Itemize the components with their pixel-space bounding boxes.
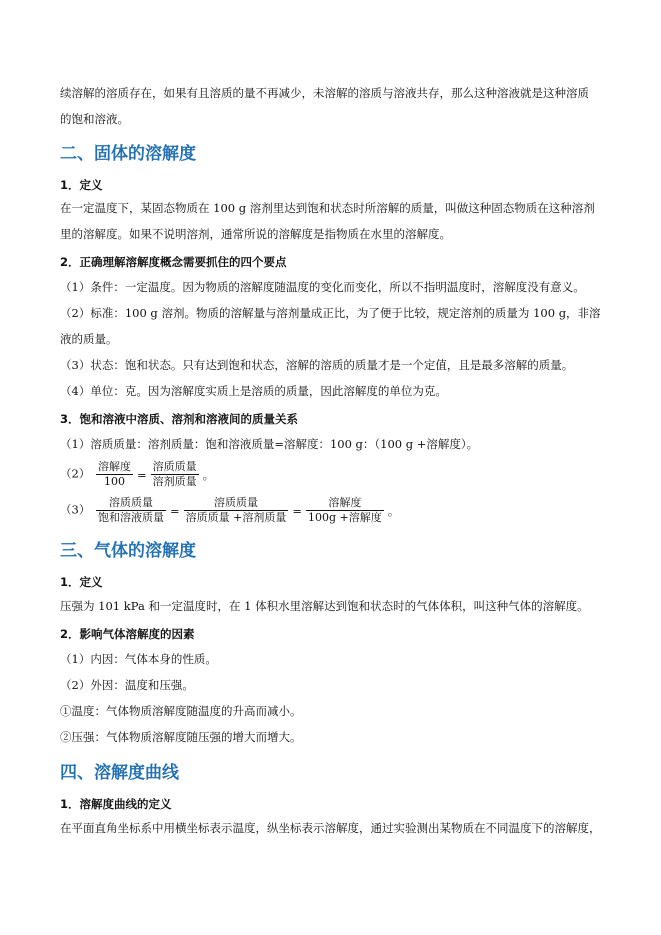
- subheading-definition: 1．定义: [60, 575, 103, 589]
- paragraph-line: 压强为 101 kPa 和一定温度时，在 1 体积水里溶解达到饱和状态时的气体体积，叫这种气体的溶解度。: [60, 599, 589, 613]
- fraction: [306, 496, 384, 525]
- subheading-definition: 1．定义: [60, 178, 103, 192]
- list-item: （1）内因：气体本身的性质。: [60, 652, 217, 666]
- paragraph-line: 的饱和溶液。: [60, 112, 129, 126]
- period: 。: [202, 467, 215, 482]
- period: 。: [387, 503, 400, 518]
- fraction-denominator: 溶质质量 +溶剂质量: [185, 511, 287, 524]
- fraction: [96, 496, 166, 525]
- list-item: （3）状态：饱和状态。只有达到饱和状态，溶解的溶质的质量才是一个定值，且是最多溶解的质量。: [60, 358, 574, 372]
- subheading-four-points: 2．正确理解溶解度概念需要抓住的四个要点: [60, 255, 287, 269]
- paragraph-line: 在一定温度下，某固态物质在 100 g 溶剂里达到饱和状态时所溶解的质量，叫做这种固态物质在这种溶剂: [60, 201, 595, 215]
- section-heading-solid-solubility: 二、固体的溶解度: [60, 144, 196, 164]
- fraction-denominator: 溶剂质量: [152, 475, 197, 488]
- relation-2-formula: [60, 460, 216, 489]
- relation-3-formula: [60, 496, 401, 525]
- paragraph-line: 在平面直角坐标系中用横坐标表示温度，纵坐标表示溶解度，通过实验测出某物质在不同温度下的溶解度，: [60, 821, 601, 835]
- equals-sign: =: [292, 503, 302, 518]
- subheading-factors: 2．影响气体溶解度的因素: [60, 627, 195, 641]
- list-item: （2）外因：温度和压强。: [60, 678, 194, 692]
- paragraph-line: 里的溶解度。如果不说明溶剂，通常所说的溶解度是指物质在水里的溶解度。: [60, 227, 451, 241]
- list-item: （1）条件：一定温度。因为物质的溶解度随温度的变化而变化，所以不指明温度时，溶解度没有意义。: [60, 280, 585, 294]
- fraction-numerator: 溶质质量: [184, 496, 289, 511]
- section-heading-gas-solubility: 三、气体的溶解度: [60, 541, 196, 561]
- list-item: ②压强：气体物质溶解度随压强的增大而增大。: [60, 730, 302, 744]
- fraction: [184, 496, 289, 525]
- formula-prefix: （3）: [60, 502, 91, 517]
- list-item: ①温度：气体物质溶解度随温度的升高而减小。: [60, 704, 302, 718]
- paragraph-line: 续溶解的溶质存在，如果有且溶质的量不再减少，未溶解的溶质与溶液共存，那么这种溶液就是这种溶质: [60, 86, 589, 100]
- fraction-numerator: 溶质质量: [96, 496, 166, 511]
- list-item: （2）标准：100 g 溶剂。物质的溶解量与溶剂量成正比，为了便于比较，规定溶剂的质量为 100 g，非溶: [60, 306, 601, 320]
- list-item: （4）单位：克。因为溶解度实质上是溶质的质量，因此溶解度的单位为克。: [60, 384, 447, 398]
- fraction: [96, 460, 133, 489]
- fraction-numerator: 溶质质量: [152, 460, 197, 473]
- fraction-denominator: 100g +溶解度: [307, 511, 382, 524]
- equals-sign: =: [169, 503, 180, 518]
- section-heading-solubility-curve: 四、溶解度曲线: [60, 763, 179, 783]
- formula-prefix: （2）: [60, 466, 91, 481]
- fraction-numerator: 溶解度: [306, 496, 384, 511]
- fraction: [151, 460, 199, 489]
- relation-1: （1）溶质质量：溶剂质量：饱和溶液质量=溶解度：100 g：（100 g +溶解度）。: [60, 437, 479, 451]
- list-item-continuation: 液的质量。: [60, 332, 118, 346]
- subheading-mass-relation: 3．饱和溶液中溶质、溶剂和溶液间的质量关系: [60, 412, 298, 426]
- subheading-curve-definition: 1．溶解度曲线的定义: [60, 797, 172, 811]
- fraction-denominator: 100: [103, 475, 125, 488]
- equals-sign: =: [136, 467, 147, 482]
- fraction-denominator: 饱和溶液质量: [97, 511, 164, 524]
- fraction-numerator: 溶解度: [97, 460, 131, 473]
